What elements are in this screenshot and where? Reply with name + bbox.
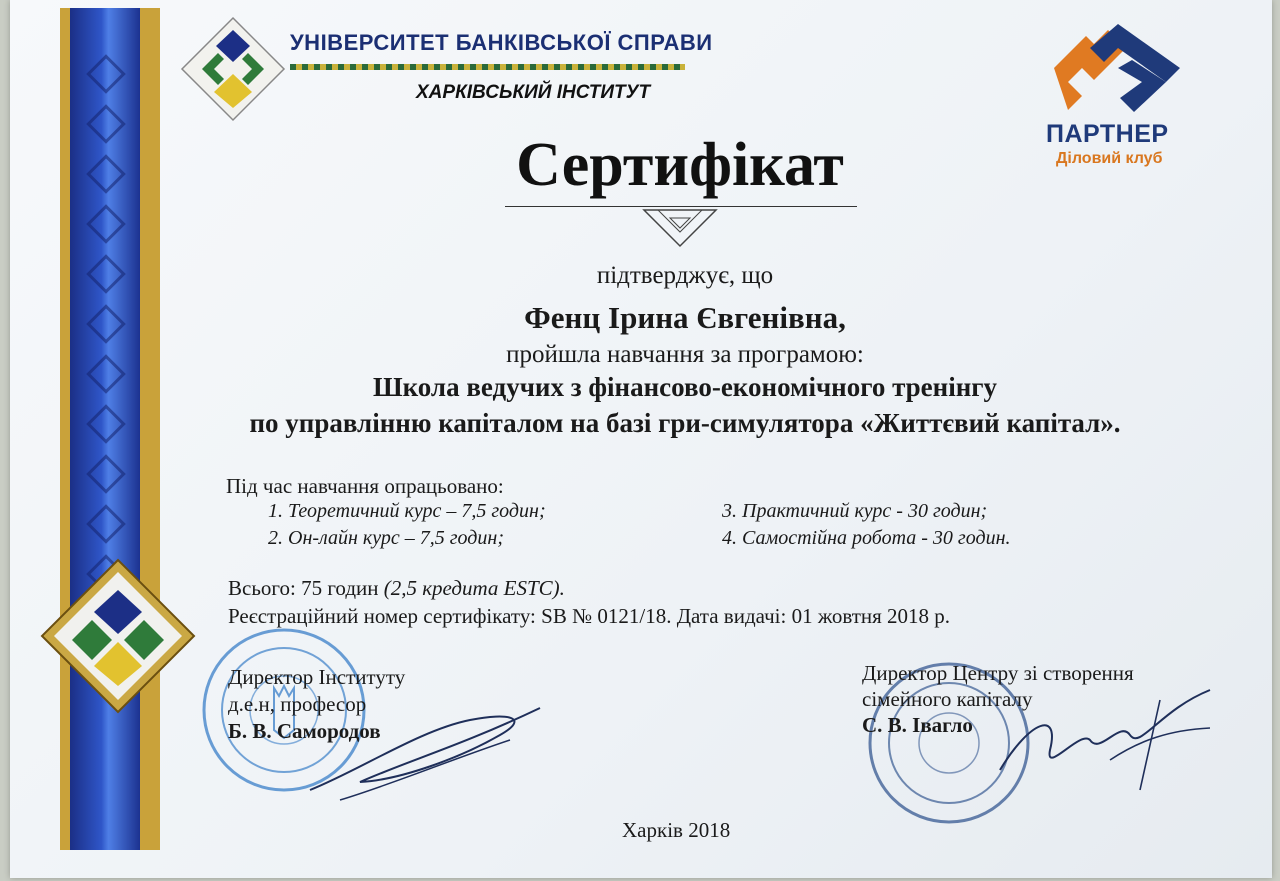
partner-logo-icon <box>1048 12 1184 112</box>
confirms-text: підтверджує, що <box>596 262 774 289</box>
total-credits: (2,5 кредита ESTC). <box>383 576 565 600</box>
handwritten-signature-left-icon <box>300 690 550 810</box>
band-emblem-icon <box>38 556 198 716</box>
director-role: Директор Інституту <box>228 665 406 689</box>
handwritten-signature-right-icon <box>990 680 1230 800</box>
course-item: 1. Теоретичний курс – 7,5 годин; <box>268 500 546 522</box>
title-underline <box>505 206 857 207</box>
partner-subtitle: Діловий клуб <box>1056 150 1163 167</box>
studied-heading: Під час навчання опрацьовано: <box>226 474 504 498</box>
city-year: Харків 2018 <box>622 818 731 842</box>
university-name: УНІВЕРСИТЕТ БАНКІВСЬКОЇ СПРАВИ <box>290 30 713 55</box>
institute-name: ХАРКІВСЬКИЙ ІНСТИТУТ <box>416 82 651 103</box>
course-item: 3. Практичний курс - 30 годин; <box>722 500 988 522</box>
total-hours-value: Всього: 75 годин <box>228 576 379 600</box>
header-divider <box>290 64 685 70</box>
center-director-role-line2: сімейного капіталу <box>862 687 1033 711</box>
course-item: 2. Он-лайн курс – 7,5 годин; <box>268 527 504 549</box>
completed-text: пройшла навчання за програмою: <box>506 341 864 368</box>
total-hours <box>228 576 565 601</box>
certificate-title: Сертифікат <box>516 131 844 199</box>
center-director-name: С. В. Івагло <box>862 713 973 737</box>
director-name: Б. В. Самородов <box>228 719 381 743</box>
course-item: 4. Самостійна робота - 30 годин. <box>722 527 1011 549</box>
registration-info: Реєстраційний номер сертифікату: SB № 0121/18. Дата видачі: 01 жовтня 2018 р. <box>228 604 951 628</box>
title-ornament-icon <box>640 208 720 248</box>
partner-name: ПАРТНЕР <box>1046 120 1169 148</box>
program-title-line1: Школа ведучих з фінансово-економічного тренінгу <box>372 372 998 402</box>
center-director-role-line1: Директор Центру зі створення <box>862 661 1134 685</box>
director-degree: д.е.н, професор <box>228 692 367 716</box>
band-ornament <box>86 60 126 610</box>
recipient-name: Фенц Ірина Євгенівна, <box>524 300 846 335</box>
program-title-line2: по управлінню капіталом на базі гри-симулятора «Життєвий капітал». <box>249 408 1121 438</box>
university-logo-icon <box>180 16 286 122</box>
